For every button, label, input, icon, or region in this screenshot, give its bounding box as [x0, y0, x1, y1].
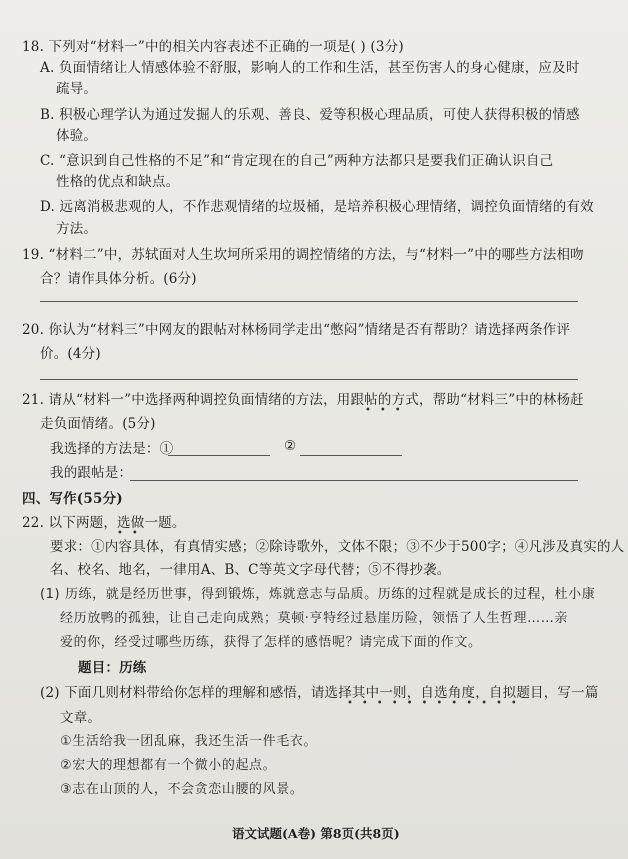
- q18-option-b: B. 积极心理学认为通过发掘人的乐观、善良、爱等积极心理品质，可使人获得积极的情感: [40, 107, 580, 123]
- q19-line2: 合？请作具体分析。(6分): [40, 271, 197, 287]
- q21-emphasis-dots: •••: [365, 405, 410, 416]
- q20-answer-line[interactable]: [40, 379, 578, 380]
- page-footer: 语文试题(A卷) 第8页(共8页): [232, 826, 400, 841]
- q20-line2: 价。(4分): [40, 346, 101, 362]
- q22-requirements: 要求：①内容具体，有真情实感；②除诗歌外，文体不限；③不少于500字；④凡涉及真实的人: [50, 539, 625, 555]
- q22-prompt1-line2: 经历放鸭的孤独，让自己走向成熟；莫顿·亨特经过悬崖历险，领悟了人生哲理……亲: [60, 611, 568, 626]
- q21-post-field[interactable]: [130, 480, 578, 481]
- q18-option-d-cont: 方法。: [56, 221, 98, 237]
- q18-stem: 18. 下列对“材料一”中的相关内容表述不正确的一项是( ) (3分): [22, 39, 404, 55]
- q22-prompt2-line2: 文章。: [60, 710, 102, 726]
- q22-material-1: ①生活给我一团乱麻，我还生活一件毛衣。: [60, 734, 318, 749]
- q22-requirements-cont: 名、校名、地名，一律用A、B、C等英文字母代替；⑤不得抄袭。: [50, 562, 451, 578]
- q18-option-d: D. 远离消极悲观的人，不作悲观情绪的垃圾桶，是培养积极心理情绪，调控负面情绪的有效: [40, 199, 594, 215]
- q20-line1: 20. 你认为“材料三”中网友的跟帖对林杨同学走出“憋闷”情绪是否有帮助？请选择两条作评: [22, 322, 571, 338]
- q22-prompt1-line3: 爱的你，经受过哪些历练，获得了怎样的感悟呢？请完成下面的作文。: [60, 635, 482, 650]
- q21-method-label: 我选择的方法是：①: [50, 441, 174, 457]
- q21-line2: 走负面情绪。(5分): [40, 416, 156, 432]
- q19-line1: 19. “材料二”中，苏轼面对人生坎坷所采用的调控情绪的方法，与“材料一”中的哪些方法相吻: [22, 247, 584, 263]
- q21-method-1-field[interactable]: [168, 455, 270, 456]
- q18-option-c-cont: 性格的优点和缺点。: [56, 174, 180, 190]
- q21-method-2-label: ②: [284, 438, 297, 454]
- q18-option-a: A. 负面情绪让人情感体验不舒服，影响人的工作和生活，甚至伤害人的身心健康，应及时: [40, 60, 580, 76]
- q22-material-2: ②宏大的理想都有一个微小的起点。: [60, 758, 277, 773]
- q22-prompt2-line1: (2) 下面几则材料带给你怎样的理解和感悟，请选择其中一则，自选角度，自拟题目，写一篇: [40, 685, 599, 701]
- q22-line1: 22. 以下两题，选做一题。: [22, 515, 186, 531]
- q22-emphasis-dots: ••: [117, 528, 147, 539]
- q22-prompt1-line1: (1) 历练，就是经历世事，得到锻炼，炼就意志与品质。历练的过程就是成长的过程，杜小康: [40, 587, 596, 602]
- q22-prompt2-dots: ••••••••••••: [347, 698, 526, 709]
- q21-post-label: 我的跟帖是：: [50, 465, 133, 481]
- q18-option-a-cont: 疏导。: [56, 81, 98, 97]
- section-writing-title: 四、写作(55分): [22, 491, 123, 507]
- q18-option-b-cont: 体验。: [56, 128, 98, 144]
- q22-topic: 题目：历练: [78, 660, 147, 676]
- q21-method-2-field[interactable]: [300, 455, 402, 456]
- q19-answer-line[interactable]: [40, 301, 578, 302]
- q18-option-c: C. “意识到自己性格的不足”和“肯定现在的自己”两种方法都只是要我们正确认识自己: [40, 153, 554, 169]
- q21-line1: 21. 请从“材料一”中选择两种调控负面情绪的方法，用跟帖的方式，帮助“材料三”中的林杨赶: [22, 392, 584, 408]
- q22-material-3: ③志在山顶的人，不会贪恋山腰的风景。: [60, 782, 304, 797]
